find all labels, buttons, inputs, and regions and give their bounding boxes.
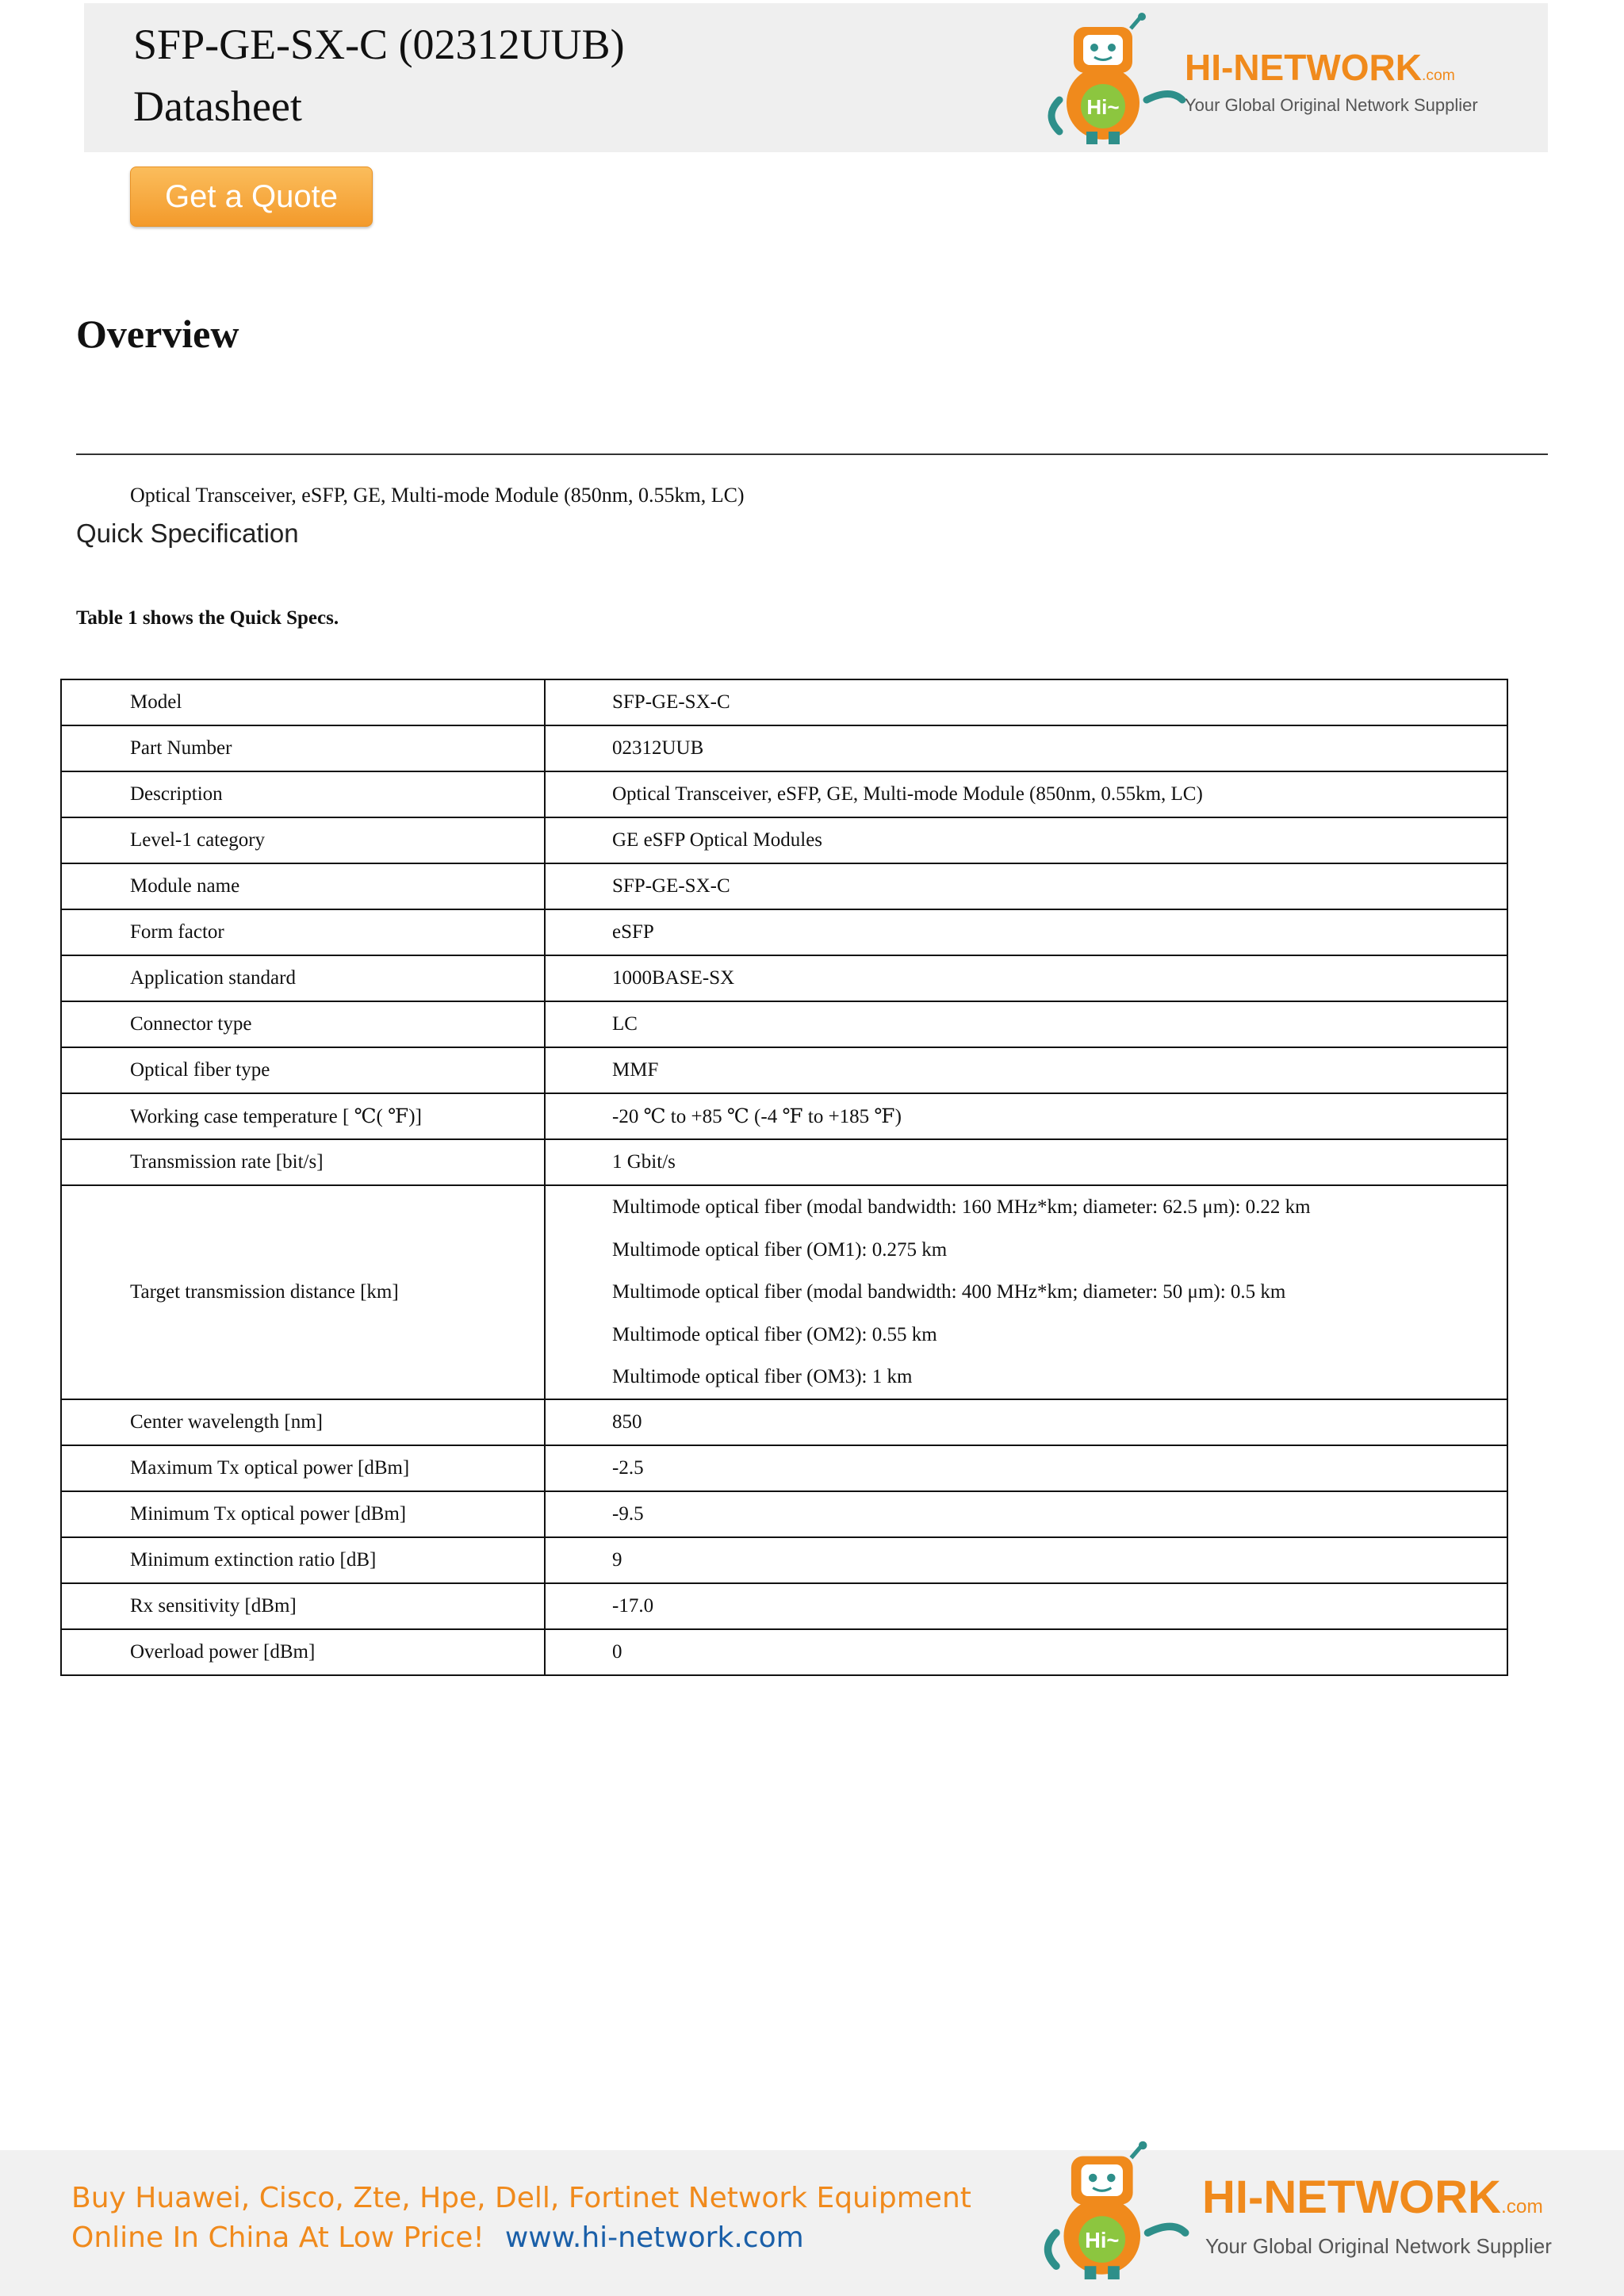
table-row [61, 1093, 1507, 1139]
spec-label: Working case temperature [ ℃( ℉)] [61, 1093, 545, 1139]
spec-value: -2.5 [545, 1445, 1507, 1491]
table-row [61, 909, 1507, 955]
spec-value: -9.5 [545, 1491, 1507, 1537]
spec-label: Minimum extinction ratio [dB] [61, 1537, 545, 1583]
brand-name: HI-NETWORK.com [1185, 47, 1455, 88]
table-row [61, 771, 1507, 817]
table-row [61, 863, 1507, 909]
spec-value: -17.0 [545, 1583, 1507, 1629]
table-row [61, 1445, 1507, 1491]
table-row [61, 1537, 1507, 1583]
spec-label: Center wavelength [nm] [61, 1399, 545, 1445]
spec-value: SFP-GE-SX-C [545, 679, 1507, 725]
spec-label: Optical fiber type [61, 1047, 545, 1093]
spec-label: Target transmission distance [km] [61, 1185, 545, 1399]
table-row [61, 1629, 1507, 1675]
spec-value-list [545, 1185, 1507, 1399]
footer-website-link[interactable]: www.hi-network.com [504, 2221, 804, 2254]
table-row [61, 1139, 1507, 1185]
spec-label: Part Number [61, 725, 545, 771]
table-row [61, 1399, 1507, 1445]
spec-label: Module name [61, 863, 545, 909]
table-row [61, 1583, 1507, 1629]
table-row [61, 679, 1507, 725]
brand-tagline: Your Global Original Network Supplier [1185, 95, 1478, 115]
spec-label: Application standard [61, 955, 545, 1001]
get-a-quote-button[interactable]: Get a Quote [130, 166, 373, 227]
spec-value: GE eSFP Optical Modules [545, 817, 1507, 863]
spec-label: Connector type [61, 1001, 545, 1047]
quick-spec-heading: Quick Specification [76, 519, 299, 548]
distance-value: Multimode optical fiber (OM2): 0.55 km [612, 1323, 937, 1345]
table-row [61, 725, 1507, 771]
spec-value: eSFP [545, 909, 1507, 955]
spec-label: Transmission rate [bit/s] [61, 1139, 545, 1185]
quick-spec-table [60, 679, 1508, 1676]
table-row [61, 1001, 1507, 1047]
robot-mascot-icon [1023, 2141, 1189, 2283]
spec-value: 850 [545, 1399, 1507, 1445]
footer-tagline-line2 [71, 2221, 804, 2254]
spec-value: 9 [545, 1537, 1507, 1583]
overview-heading: Overview [76, 312, 239, 356]
table-caption: Table 1 shows the Quick Specs. [76, 607, 339, 629]
hi-network-logo[interactable] [1028, 13, 1496, 147]
spec-value: SFP-GE-SX-C [545, 863, 1507, 909]
spec-value: Optical Transceiver, eSFP, GE, Multi-mode Module (850nm, 0.55km, LC) [545, 771, 1507, 817]
table-row [61, 955, 1507, 1001]
spec-value: 1 Gbit/s [545, 1139, 1507, 1185]
table-row [61, 1491, 1507, 1537]
spec-label: Maximum Tx optical power [dBm] [61, 1445, 545, 1491]
distance-value: Multimode optical fiber (OM3): 1 km [612, 1366, 913, 1388]
spec-label: Level-1 category [61, 817, 545, 863]
table-row [61, 817, 1507, 863]
footer-tagline-line1: Buy Huawei, Cisco, Zte, Hpe, Dell, Fortinet Network Equipment [71, 2182, 971, 2214]
spec-label: Model [61, 679, 545, 725]
spec-value: 1000BASE-SX [545, 955, 1507, 1001]
doc-subtitle: Datasheet [133, 82, 302, 130]
spec-value: LC [545, 1001, 1507, 1047]
distance-value: Multimode optical fiber (OM1): 0.275 km [612, 1238, 948, 1261]
overview-description: Optical Transceiver, eSFP, GE, Multi-mode Module (850nm, 0.55km, LC) [130, 484, 745, 507]
footer-hi-network-logo[interactable] [1023, 2141, 1562, 2283]
spec-value: 0 [545, 1629, 1507, 1675]
spec-value: MMF [545, 1047, 1507, 1093]
table-row-distance [61, 1185, 1507, 1399]
doc-title: SFP-GE-SX-C (02312UUB) [133, 21, 625, 68]
brand-name: HI-NETWORK.com [1202, 2172, 1543, 2223]
spec-label: Form factor [61, 909, 545, 955]
spec-label: Description [61, 771, 545, 817]
svg-text:Hi~: Hi~ [1086, 95, 1120, 119]
spec-value: 02312UUB [545, 725, 1507, 771]
distance-value: Multimode optical fiber (modal bandwidth: 400 MHz*km; diameter: 50 μm): 0.5 km [612, 1281, 1286, 1303]
spec-label: Rx sensitivity [dBm] [61, 1583, 545, 1629]
table-row [61, 1047, 1507, 1093]
spec-label: Overload power [dBm] [61, 1629, 545, 1675]
robot-mascot-icon [1028, 13, 1186, 147]
spec-value: -20 ℃ to +85 ℃ (-4 ℉ to +185 ℉) [545, 1093, 1507, 1139]
svg-text:Hi~: Hi~ [1085, 2228, 1120, 2253]
brand-tagline: Your Global Original Network Supplier [1205, 2234, 1552, 2258]
spec-label: Minimum Tx optical power [dBm] [61, 1491, 545, 1537]
distance-value: Multimode optical fiber (modal bandwidth: 160 MHz*km; diameter: 62.5 μm): 0.22 km [612, 1196, 1311, 1218]
footer-tagline-text: Online In China At Low Price! [71, 2221, 485, 2254]
section-divider [76, 453, 1548, 455]
